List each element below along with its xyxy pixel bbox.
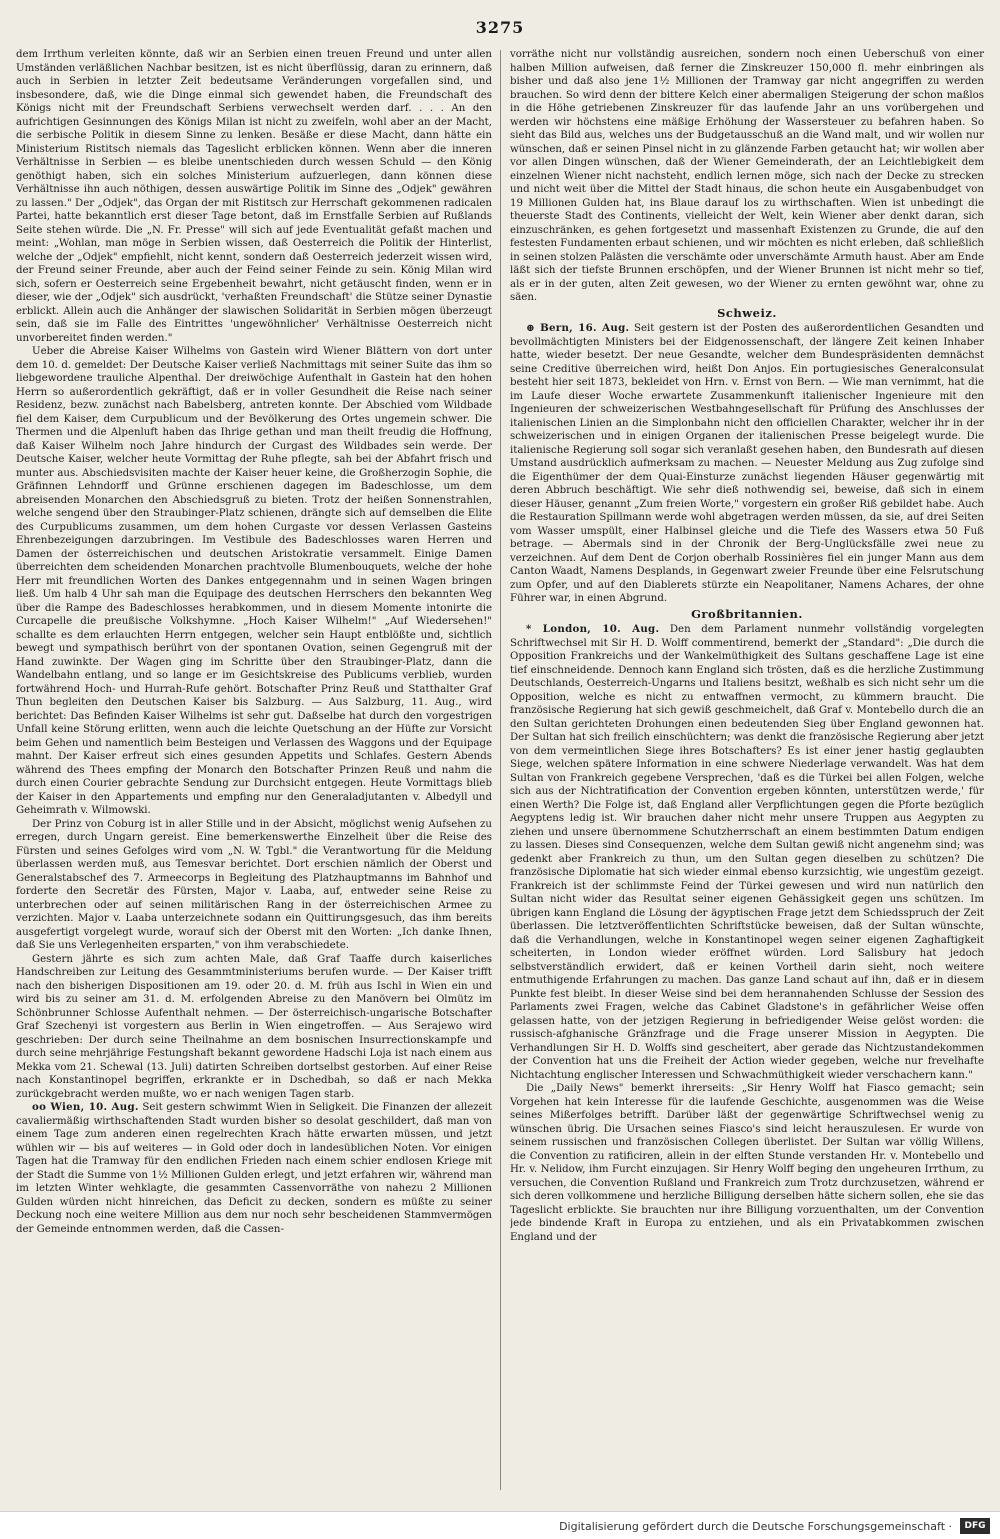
section-heading-grossbritannien: Großbritannien. xyxy=(691,606,803,621)
article-paragraph-body: Seit gestern ist der Posten des außerordentlichen Gesandten und bevollmächtigten Ministers bei der Eidgenossenschaft, der längere Zeit keinen Inhaber hatte, wieder besetzt. Der neue Gesandte, welcher dem Bundespräsidenten demnächst seine Creditive überreichen wird, heißt Don Anjos. Ein portugiesisches Generalconsulat besteht hier seit 1873, bekleidet von Hrn. v. Ernst von Bern. — Wie man vernimmt, hat die im Laufe dieser Woche erwartete Zusammenkunft italienischer Ingenieure mit den Ingenieuren der schweizerischen Westbahngesellschaft für Prüfung des Anschlusses der italienischen Linien an die Simplonbahn nicht den officiellen Charakter, welcher ihr in der schweizerischen und in einigen Organen der italienischen Presse beigelegt wurde. Die italienische Regierung soll sogar sich veranlaßt gesehen haben, den Bundesrath auf diesen Umstand ausdrücklich aufmerksam zu machen. — Neuester Meldung aus Zug zufolge sind die Eigenthümer der dem Quai-Einsturze zunächst liegenden Häuser gegenwärtig mit deren Abbruch beschäftigt. Wie sehr dieß nothwendig sei, beweise, daß sich in einem dieser Häuser, genannt „Zum freien Worte," vorgestern ein großer Riß gebildet habe. Auch die Restauration Spillmann werde wohl abgetragen werden müssen, da sie, auf drei Seiten vom Wasser umspült, einer Halbinsel gleiche und die Tiefe des Wassers etwa 50 Fuß betrage. — Abermals sind in der Chronik der Berg-Unglücksfälle zwei neue zu verzeichnen. Auf dem Dent de Corjon oberhalb Rossinières fiel ein junger Mann aus dem Canton Waadt, Namens Desplands, in Gegenwart zweier Freunde über eine Felsrutschung zum Opfer, und auf den Diablerets stürzte ein Neapolitaner, Namens Achares, der ohne Führer war, in einen Abgrund. xyxy=(510,323,984,604)
article-paragraph-body: Seit gestern schwimmt Wien in Seligkeit. Die Finanzen der allezeit cavaliermäßig wirthschaftenden Stadt wurden bisher so desolat geschildert, daß man von einem Tage zum anderen einen regelrechten Krach hätte erwarten müssen, und jetzt wühlen wir — bis auf weiteres — in Gold oder doch in landesüblichen Noten. Vor einigen Tagen hat die Tramway für den endlichen Frieden nach einem schier endlosen Kriege mit der Stadt die Summe von 1½ Millionen Gulden erlegt, und jetzt erfahren wir, während man im letzten Winter wehklagte, die gesammten Cassenvorräthe von nahezu 2 Millionen Gulden würden nicht hinreichen, das Deficit zu decken, sondern es müßte zu seiner Deckung noch eine weitere Million aus dem nur noch sehr bescheidenen Stammvermögen der Gemeinde entnommen werden, daß die Cassen- xyxy=(16,1102,492,1235)
column-divider xyxy=(500,50,501,1490)
article-paragraph: Der Prinz von Coburg ist in aller Stille und in der Absicht, möglichst wenig Aufsehen zu erregen, durch Ungarn gereist. Eine bemerkenswerthe Einzelheit über die Reise des Fürsten und seines Gefolges wird vom „N. W. Tgbl." die Verantwortung für die Meldung überlassen werden muß, aus Temesvar berichtet. Dort erschien nämlich der Oberst und Generalstabschef des 7. Armeecorps in Begleitung des Platzhauptmanns im Bahnhof und forderte den Secretär des Fürsten, Major v. Laaba, auf, entweder seine Reise zu unterbrechen oder auf seinen militärischen Rang in der österreichischen Armee zu verzichten. Major v. Laaba unterzeichnete sodann ein Quittirungsgesuch, das ihm bereits ausgefertigt vorgelegt wurde, worauf sich der Oberst mit den Worten: „Ich danke Ihnen, daß Sie uns Verlegenheiten ersparten," von ihm verabschiedete. xyxy=(16,818,492,951)
left-column xyxy=(16,48,492,1493)
article-paragraph xyxy=(16,1101,492,1236)
dateline: * London, 10. Aug. xyxy=(526,623,660,635)
article-paragraph xyxy=(510,322,984,606)
dfg-logo: DFG xyxy=(960,1518,990,1534)
digitization-footer xyxy=(0,1511,1000,1539)
article-paragraph-body: Gestern jährte es sich zum achten Male, daß Graf Taaffe durch kaiserliches Handschreiben zur Leitung des Gesammtministeriums berufen wurde. — Der Kaiser trifft nach den bisherigen Dispositionen am 19. oder 20. d. M. früh aus Ischl in Wien ein und wird bis zu seiner am 31. d. M. erfolgenden Abreise zu den Manövern bei Olmütz im Schönbrunner Schlosse Aufenthalt nehmen. — Der österreichisch-ungarische Botschafter Graf Szechenyi ist vorgestern aus Berlin in Wien eingetroffen. — Aus Serajewo wird geschrieben: Der durch seine Theilnahme an dem bosnischen Insurrectionskampfe und durch seine mehrjährige Festungshaft bekannt gewordene Hadschi Loja ist nach einem aus Mekka vom 21. Schewal (13. Juli) datirten Schreiben dortselbst gestorben. Auf einer Reise nach Konstantinopel begriffen, erkrankte er in Dschedbah, so daß er nach Mekka zurückgebracht werden mußte, wo er nach wenigen Tagen starb. xyxy=(16,953,492,1100)
article-paragraph: vorräthe nicht nur vollständig ausreichen, sondern noch einen Ueberschuß von einer halben Million aufweisen, daß ferner die Zinskreuzer 150,000 fl. mehr einbringen als bisher und daß also jene 1½ Millionen der Tramway gar nicht angegriffen zu werden brauchen. So wird denn der bittere Kelch einer abermaligen Steigerung der schon maßlos in die Höhe getriebenen Zinskreuzer für das laufende Jahr an uns vorübergehen und werden wir höchstens eine mäßige Erhöhung der Wassersteuer zu befahren haben. So sieht das Bild aus, welches uns der Budgetausschuß an die Wand malt, und wir wollen nur wünschen, daß er seinen Pinsel nicht in zu glänzende Farben getaucht hat; wir wollen aber vor allen Dingen wünschen, daß der Wiener Gemeinderath, der an Leichtlebigkeit dem einzelnen Wiener nicht nachsteht, endlich lernen möge, sich nach der Decke zu strecken und nicht weit über die Mittel der Stadt hinaus, die schon heute ein Ausgabenbudget von 19 Millionen Gulden hat, ins Blaue darauf los zu wirthschaften. Wien ist unbedingt die theuerste Stadt des Continents, vielleicht der Welt, kein Wiener aber denkt daran, sich einzuschränken, es gehen fortgesetzt und massenhaft Existenzen zu Grunde, die auf den festesten Fundamenten erbaut schienen, und wir möchten es nicht erleben, daß schließlich in seinen stolzen Palästen die verschämte oder unverschämte Armuth haust. Aber am Ende läßt sich der tiefste Brunnen erschöpfen, und der Wiener Brunnen ist nicht mehr so tief, als er in der guten, alten Zeit gewesen, wo der Wiener zu ernten gewöhnt war, ohne zu säen. xyxy=(510,49,984,303)
section-heading-schweiz: Schweiz. xyxy=(717,305,777,320)
footer-credit-text: Digitalisierung gefördert durch die Deutsche Forschungsgemeinschaft · xyxy=(559,1520,952,1533)
page-number: 3275 xyxy=(475,18,525,37)
dateline: ⊕ Bern, 16. Aug. xyxy=(526,322,630,334)
article-paragraph xyxy=(510,623,984,1082)
article-paragraph: Ueber die Abreise Kaiser Wilhelms von Gastein wird Wiener Blättern von dort unter dem 10. d. gemeldet: Der Deutsche Kaiser verließ Nachmittags mit seiner Suite das ihm so liebgewordene trauliche Alpenthal. Der dreiwöchige Aufenthalt in Gastein hat den hohen Herrn so außerordentlich gekräftigt, daß er in voller Gesundheit die Reise nach seiner Residenz, bezw. zunächst nach Babelsberg, antreten konnte. Der Abschied vom Wildbade fiel dem Kaiser, dem Curpublicum und der Bevölkerung des Ortes ungemein schwer. Die Thermen und die Alpenluft haben das Ihrige gethan und man theilt freudig die Hoffnung, daß Kaiser Wilhelm noch Jahre hindurch der Curgast des Wildbades sein werde. Der Deutsche Kaiser, welcher heute Vormittag der Ruhe pflegte, sah bei der Abfahrt frisch und munter aus. Abschiedsvisiten machte der Kaiser heuer keine, die Großherzogin Sophie, die Gräfinnen Lehndorff und Grünne erschienen dagegen im Badeschlosse, um dem abreisenden Monarchen den Abschiedsgruß zu bieten. Trotz der heißen Sonnenstrahlen, welche sengend über den Straubinger-Platz schienen, drängte sich auf demselben die Elite des Curpublicums zusammen, um dem hohen Curgaste vor dessen Verlassen Gasteins Ehrenbezeigungen darzubringen. Im Vestibule des Badeschlosses waren Herren und Damen der österreichischen und deutschen Aristokratie versammelt. Einige Damen überreichten dem scheidenden Monarchen prachtvolle Blumenbouquets, welche der hohe Herr mit freundlichen Worten des Dankes entgegennahm und in seinen Wagen bringen ließ. Um halb 4 Uhr sah man die Equipage des deutschen Herrschers den bekannten Weg über die Rampe des Badeschlosses herabkommen, und in diesem Momente intonirte die Curcapelle die preußische Volkshymne. „Hoch Kaiser Wilhelm!" „Auf Wiedersehen!" schallte es dem erlauchten Herrn entgegen, welcher sein Haupt entblößte und, sichtlich bewegt und sympathisch berührt von der spontanen Ovation, seinen Gegengruß mit der Hand zuwinkte. Der Wagen ging im Schritte über den Straubinger-Platz, dann die Wandelbahn entlang, und so lange er im Gesichtskreise des Publicums verblieb, wurden fortwährend Hoch- und Hurrah-Rufe gehört. Botschafter Prinz Reuß und Statthalter Graf Thun begleiten den Deutschen Kaiser bis Salzburg. — Aus Salzburg, 11. Aug., wird berichtet: Das Befinden Kaiser Wilhelms ist sehr gut. Daßselbe hat durch den vorgestrigen Unfall keine Störung erlitten, wenn auch die leichte Quetschung an der Hüfte zur Vorsicht beim Gehen und namentlich beim Besteigen und Verlassen des Waggons und der Equipage mahnt. Der Kaiser erfreut sich eines gesunden Appetits und Schlafes. Gestern Abends während des Thees empfing der Monarch den Botschafter Prinzen Reuß und nahm die durch einen Courier gebrachte Sendung zur Durchsicht entgegen. Heute Vormittags blieb der Kaiser in den Appartements und empfing nur den Generaladjutanten v. Albedyll und Geheimrath v. Wilmowski. xyxy=(16,346,492,816)
dateline: oo Wien, 10. Aug. xyxy=(32,1101,139,1113)
right-column xyxy=(510,48,984,1493)
article-paragraph xyxy=(16,953,492,1102)
article-paragraph: dem Irrthum verleiten könnte, daß wir an Serbien einen treuen Freund und unter allen Umständen verläßlichen Nachbar besitzen, ist es nicht überflüssig, daran zu erinnern, daß auch in Serbien in letzter Zeit bedeutsame Veränderungen vorgefallen sind, und insbesondere, daß, wie die Dinge einmal sich gewendet haben, die Freundschaft des Königs nicht mit der Freundschaft Serbiens verwechselt werden darf. . . . An den aufrichtigen Gesinnungen des Königs Milan ist nicht zu zweifeln, wohl aber an der Macht, die serbische Politik in diesem Sinne zu lenken. Besäße er diese Macht, dann hätte ein Ministerium Ristitsch niemals das Tageslicht erblicken können. Wenn aber die inneren Verhältnisse in Serbien — es bleibe unentschieden durch wessen Schuld — den König genöthigt haben, sich ein solches Ministerium aufzuerlegen, dann können diese Verhältnisse ihn auch nöthigen, dessen auswärtige Politik im Sinne des „Odjek" gewähren zu lassen." Der „Odjek", das Organ der mit Ristitsch zur Herrschaft gekommenen radicalen Partei, hatte bekanntlich erst dieser Tage betont, daß im Ernstfalle Serbien auf Rußlands Seite stehen würde. Die „N. Fr. Presse" will sich auf jede Eventualität gefaßt machen und meint: „Wohlan, man möge in Serbien wissen, daß Oesterreich die Politik der Hinterlist, welche der „Odjek" empfiehlt, nicht kennt, sondern daß Oesterreich jederzeit wissen wird, der Freund seiner Freunde, aber auch der Feind seiner Feinde zu sein. König Milan wird sich, sofern er Oesterreich seine Ergebenheit bewahrt, nicht getäuscht finden, wenn er in dieser, wie der „Odjek" sich ausdrückt, 'verhaßten Freundschaft' die Stütze seiner Dynastie erblickt. Allein auch die Anhänger der slawischen Solidarität in Serbien mögen überzeugt sein, daß sie im Falle des Eintrittes 'ungewöhnlicher' Verhältnisse Oesterreich nicht unvorbereitet finden werden." xyxy=(16,49,492,344)
article-paragraph-body: Den dem Parlament nunmehr vollständig vorgelegten Schriftwechsel mit Sir H. D. Wolff commentirend, bemerkt der „Standard": „Die durch die Opposition Frankreichs und der Wankelmüthigkeit des Sultans geschaffene Lage ist eine tief einschneidende. Dennoch kann England sich trösten, daß es die herzliche Zustimmung Deutschlands, Oesterreich-Ungarns und Italiens besitzt, weßhalb es sich nicht sehr um die Opposition, welche es nicht zu entwaffnen vermocht, zu kümmern braucht. Die französische Regierung hat sich gewiß geschmeichelt, daß Graf v. Montebello durch die an den Sultan gerichteten Drohungen einen bedeutenden Sieg über England gewonnen hat. Der Sultan hat sich freilich einschüchtern; was denkt die französische Regierung aber jetzt von dem vermeintlichen Siege ihres Botschafters? Es ist einer jener hastig geglaubten Siege, welchen spätere Information in eine schwere Niederlage verwandelt. Was hat dem Sultan von Frankreich gegebene Versprechen, 'daß es die Türkei bei allen Folgen, welche sich aus der Nichtratification der Convention ergeben könnten, unterstützen werde,' für einen Werth? Die Folge ist, daß England aller Verpflichtungen gegen die Pforte bezüglich Aegyptens ledig ist. Wir brauchen daher nicht mehr unsere Truppen aus Aegypten zu ziehen und unsere übernommene Schutzherrschaft an einem bestimmten Datum endigen zu lassen. Dieses sind Consequenzen, welche dem Sultan gewiß nicht angenehm sind; was gedenkt aber Frankreich zu thun, um den Sultan gegen dieselben zu schützen? Die französische Diplomatie hat sich wieder einmal ebenso kurzsichtig, wie ungestüm gezeigt. Frankreich ist der schlimmste Feind der Türkei gewesen und wird nun natürlich den Sultan nicht wider das Resultat seiner eigenen Gehässigkeit gegen uns schützen. Im übrigen kann England die Lösung der ägyptischen Frage jetzt dem Schiedsspruch der Zeit überlassen. Die letztveröffentlichten Schriftstücke beweisen, daß der Sultan wünschte, daß die Verhandlungen, welche in Konstantinopel wegen seiner eigenen Zaghaftigkeit scheiterten, in London wieder eröffnet würden. Lord Salisbury hat jedoch selbstverständlich erwidert, daß er keinen Vortheil darin sieht, noch weitere entmuthigende Erfahrungen zu machen. Das ganze Land schaut auf ihn, daß er in diesem Punkte fest bleibt. In dieser Weise sind bei dem herannahenden Schlusse der Session des Parlaments zwei Fragen, welche das Cabinet Gladstone's in gefährlicher Weise offen gelassen hatte, von der jetzigen Regierung in befriedigender Weise gelöst worden: die russisch-afghanische Gränzfrage und die Frage unserer Mission in Aegypten. Die Verhandlungen Sir H. D. Wolffs sind gescheitert, aber gerade das Nichtzustandekommen der Convention hat uns die Freiheit der Action wieder gegeben, welche nur frevelhafte Nichtachtung englischer Interessen und Schwachmüthigkeit wieder verschachern kann." xyxy=(510,624,984,1081)
article-paragraph: Die „Daily News" bemerkt ihrerseits: „Sir Henry Wolff hat Fiasco gemacht; sein Vorgehen hat kein Interesse für die laufende Geschichte, ausgenommen was die Weise seines Mißerfolges betrifft. Darüber läßt der gegenwärtige Schriftwechsel wenig zu wünschen übrig. Die Ursachen seines Fiasco's sind leicht herauszulesen. Er wurde von seinem russischen und französischen Collegen überlistet. Der Sultan war völlig Willens, die Convention zu ratificiren, allein in der elften Stunde verstanden Hr. v. Montebello und Hr. v. Nelidow, ihm Furcht einzujagen. Sir Henry Wolff beging den ungeheuren Irrthum, zu versuchen, die Convention Rußland und Frankreich zum Trotz durchzusetzen, während er sich deren vollkommene und herzliche Billigung derselben hätte sichern sollen, ehe sie das Tageslicht erblickte. Sie brauchten nur ihre Billigung vorzuenthalten, um der Convention jede bindende Kraft in Europa zu entziehen, und als ein Privatabkommen zwischen England und der xyxy=(510,1083,984,1243)
